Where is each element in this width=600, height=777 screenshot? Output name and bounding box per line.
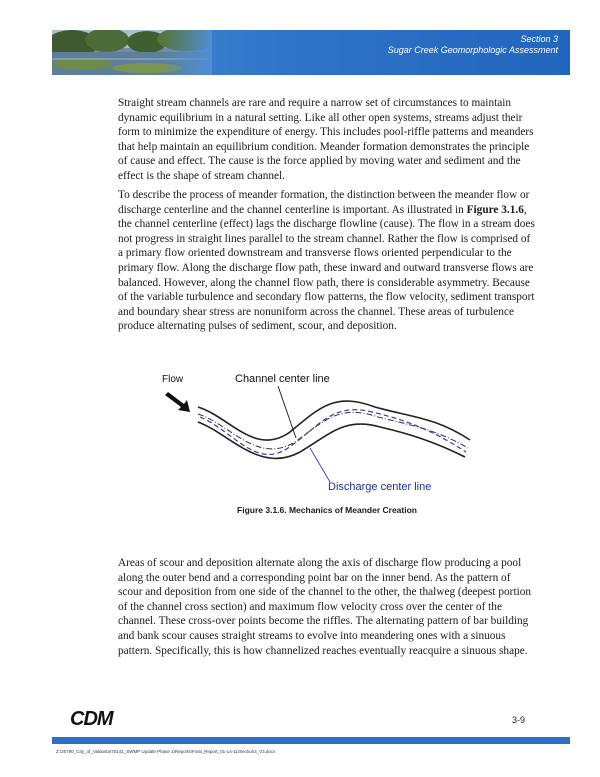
figure-caption: Figure 3.1.6. Mechanics of Meander Creation (237, 505, 417, 515)
flow-label: Flow (162, 374, 184, 385)
section-label: Section 3 (520, 34, 558, 44)
meander-figure (160, 362, 480, 497)
file-path: Z:\20790_City_of_Valdosta\70141_SWMP Update Phase 1\Reports\Final_Report_01-14-11\Section3_V3.docx (56, 749, 276, 754)
channel-bank-lower (198, 422, 465, 458)
figure-reference: Figure 3.1.6 (466, 203, 524, 216)
paragraph-2-start: To describe the process of meander formation, the distinction between the meander flow or discharge centerline and the channel centerline is important. As illustrated in (118, 189, 530, 216)
document-title: Sugar Creek Geomorphologic Assessment (387, 45, 558, 55)
paragraph-3: Areas of scour and deposition alternate along the axis of discharge flow producing a pool along the outer bend and a corresponding point bar on the inner bend. As the pattern of scour and deposition from one side of the channel to the other, the thalweg (deepest portion of the channel cross section) and maximum flow velocity cross over the center of the channel. These cross-over points become the riffles. The alternating pattern of bar building and bank scour causes straight streams to evolve into meandering ones with a sinuous pattern. Specifically, this is how channelized reaches eventually reacquire a sinuous shape. (118, 557, 532, 657)
paragraph-2 (118, 188, 536, 334)
discharge-center-label: Discharge center line (328, 481, 432, 493)
page-number: 3-9 (512, 715, 526, 725)
paragraph-1: Straight stream channels are rare and require a narrow set of circumstances to maintain dynamic equilibrium in a natural setting. Like all other open systems, streams adjust their form to minimize the expenditure of energy. This includes pool-riffle patterns and meanders that help maintain an equilibrium condition. Meander formation demonstrates the principle of cause and effect. The cause is the force applied by moving water and sediment and the effect is the shape of stream channel. (118, 97, 534, 182)
channel-center-label: Channel center line (235, 373, 330, 385)
header-photo (52, 30, 212, 75)
footer-bar (52, 737, 570, 744)
flow-arrow-icon (165, 392, 190, 412)
paragraph-2-end: , the channel centerline (effect) lags the discharge flowline (cause). The flow in a stream does not progress in straight lines parallel to the stream channel. Rather the flow is comprised of a primary flow oriented downstream and transverse flows oriented perpendicular to the primary flow. Along the discharge flow path, these inward and outward transverse flows are balanced. However, along the channel flow path, there is considerable asymmetry. Because of the variable turbulence and secondary flow patterns, the flow velocity, sediment transport and boundary shear stress are nonuniform across the channel. These areas of turbulence produce alternating pulses of sediment, scour, and deposition. (118, 203, 535, 333)
channel-bank-upper (198, 401, 470, 440)
discharge-label-pointer (310, 448, 330, 482)
cdm-logo: CDM (70, 708, 113, 730)
header-text (388, 34, 558, 56)
channel-label-pointer (278, 386, 296, 438)
